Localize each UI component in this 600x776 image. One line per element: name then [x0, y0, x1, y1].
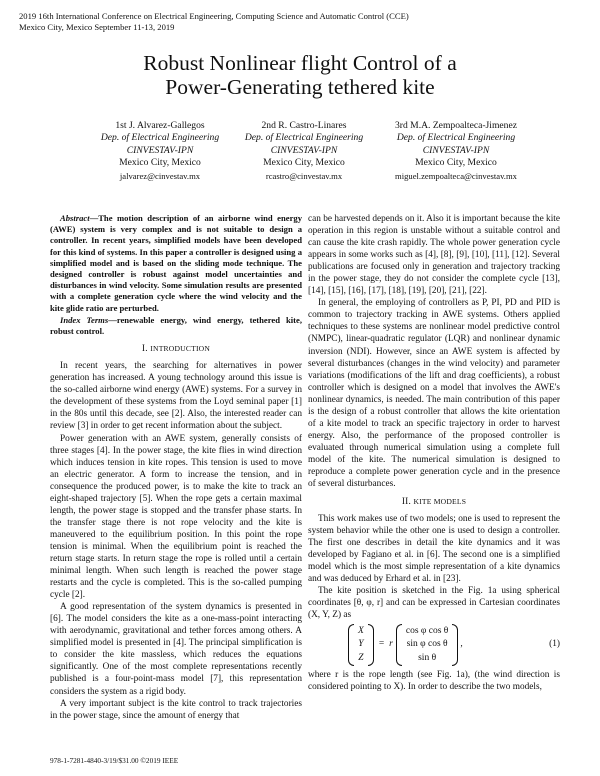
author-institution: CINVESTAV-IPN [422, 144, 490, 156]
conference-line-1: 2019 16th International Conference on Electrical Engineering, Computing Science and Automatic Control (CCE) [19, 11, 409, 21]
section-heading-kite-models [308, 496, 560, 508]
paragraph: can be harvested depends on it. Also it is important because the kite operation in this region is unstable without a suitable control and can cause the kite crash rapidly. The whole power generation cycle appears in some works such as [4], [8], [9], [10], [11], [12]. Several publications are focused only in generation and trajectory tracking in the power stage, they do not consider the complete cycle [13], [14], [15], [16], [17], [18], [19], [20], [21], [22]. [308, 214, 560, 297]
paragraph: A good representation of the system dynamics is presented in [6]. The model considers the kite as a one-mass-point interacting with aerodynamic, gravitational and tether forces among others. A simplified model is presented in [4]. The principal simplification is to consider the kite massless, which reduces the equations significantly. One of the most complete representations recently published is a four-point-mass model [7], this representation considers the system as a rigid body. [50, 602, 302, 697]
paragraph: The kite position is sketched in the Fig. 1a using spherical coordinates [θ, φ, r] and can be expressed in Cartesian coordinates (X, Y, Z) as [308, 586, 560, 621]
author-email: miguel.zempoalteca@cinvestav.mx [395, 170, 517, 181]
copyright-footer: 978-1-7281-4840-3/19/$31.00 ©2019 IEEE [50, 756, 179, 765]
author-email: rcastro@cinvestav.mx [265, 170, 343, 181]
author-department: Dep. of Electrical Engineering [396, 132, 516, 144]
author-institution: CINVESTAV-IPN [270, 144, 338, 156]
vector-entry: Z [358, 652, 364, 663]
paragraph: A very important subject is the kite control to track trajectories in the power stage, since the amount of energy that [50, 698, 302, 721]
equation-comma: , [460, 639, 463, 650]
equation-body [348, 624, 463, 666]
index-terms-text: —renewable energy, wind energy, tethered kite, robust control. [50, 314, 303, 337]
section-title: INTRODUCTION [150, 344, 211, 354]
author-city: Mexico City, Mexico [119, 157, 201, 169]
trig-vector [402, 625, 453, 665]
author-name: 1st J. Alvarez-Gallegos [115, 120, 205, 131]
paragraph: where r is the rope length (see Fig. 1a), (the wind direction is considered pointing to X). In order to describe the two models, [308, 669, 560, 692]
section-number: I. [141, 344, 148, 355]
vector-entry: X [358, 626, 364, 637]
conference-header [19, 11, 409, 33]
paragraph: In recent years, the searching for alternatives in power generation has increased. A young technology around this issue is the so-called airborne wind energy (AWE) systems. For a survey in the development of these systems from the Loyd seminal paper [1] in the 80s until this decade, see [2]. Also, the interested reader can review [3] in order to get recent information about the subject. [50, 361, 302, 432]
index-terms [50, 315, 302, 337]
conference-line-2: Mexico City, Mexico September 11-13, 2019 [19, 22, 175, 32]
paper-title [0, 51, 600, 99]
position-vector [354, 625, 368, 665]
author-department: Dep. of Electrical Engineering [244, 132, 364, 144]
section-title: KITE MODELS [413, 497, 467, 507]
author-department: Dep. of Electrical Engineering [100, 132, 220, 144]
abstract-text: —The motion description of an airborne wind energy (AWE) system is very complex and is not suitable to design a controller. In recent years, simplified models have been developed for this kind of systems. In this paper a controller is designed using a simplified model and is based on the sliding mode technique. The designed controller is robust against model uncertainties and disturbances in wind velocity. Some simulation results are presented with a complete generation cycle where the wind velocity and the kite glide ratio are perturbed. [50, 213, 302, 313]
right-column [308, 213, 560, 693]
title-line-1: Robust Nonlinear flight Control of a [143, 51, 457, 75]
author-institution: CINVESTAV-IPN [126, 144, 194, 156]
equation-number: (1) [549, 638, 560, 649]
abstract-label: Abstract [60, 213, 90, 223]
section-heading-introduction [50, 343, 302, 355]
index-terms-label: Index Terms [60, 314, 109, 325]
author-email: jalvarez@cinvestav.mx [119, 170, 201, 181]
equals-sign: = [378, 639, 385, 650]
paragraph: In general, the employing of controllers as P, PI, PD and PID is common to trajectory tracking in AWE systems. Others applied techniques to these systems are nonlinear model predictive control (NMPC), linear-quadratic regulator (LQR) and nonlinear dynamic inversion (NDI). However, since an AWE system is affected by several disturbances (changes in the wind velocity) and parameter variations (modifications of the lift and drag coefficients), a robust controller which is designed on a model that involves the AWE's nonlinear dynamics, is needed. The main contribution of this paper is the design of a robust controller that allows the kite orientation of a kite model to track an specific trajectory in order to harvest energy. Also, the performance of the proposed controller is evaluated through numerical simulation using a complete full model of the kite. The numerical simulation is designed to reproduce a complete power generation cycle and in the presence of several disturbances. [308, 298, 560, 490]
vector-entry: sin φ cos θ [406, 639, 448, 650]
vector-entry: Y [358, 639, 364, 650]
author-name: 3rd M.A. Zempoalteca-Jimenez [394, 120, 517, 131]
author-name: 2nd R. Castro-Linares [261, 120, 347, 131]
author-city: Mexico City, Mexico [415, 157, 497, 169]
vector-entry: cos φ cos θ [405, 626, 449, 637]
left-column [50, 213, 302, 722]
abstract [50, 213, 302, 314]
title-line-2: Power-Generating tethered kite [165, 75, 435, 99]
paragraph: Power generation with an AWE system, generally consists of three stages [4]. In the power stage, the kite flies in wind direction which induces tension in kite ropes. This tension is used to move an electric generator. A form to increase the tension, and in consequence the produced power, is to make the kite to track an eight-shaped trajectory [5]. When the rope gets a certain maximal length, the power stage is stopped and the transfer phase starts. In the transfer stage there is not rope velocity and the kite is maneuvered to the equilibrium position. In this point the rope tension is minimal. When the equilibrium point is reached the return stage starts. In return stage the rope is rolled until a certain minimal length. When such length is reached the power stage restarts and the cycle is completed. This is the so-called pumping cycle [2]. [50, 433, 302, 601]
equation-1 [308, 624, 560, 666]
author-city: Mexico City, Mexico [263, 157, 345, 169]
rope-length-factor: r [389, 639, 393, 650]
paragraph: This work makes use of two models; one is used to represent the system behavior while the other one is used to design a controller. The first one describes in detail the kite dynamics and it was developed by Fagiano et al. in [6]. The second one is a simplified model which is the most simple representation of a kite dynamics and was deduced by Erhard et al. in [23]. [308, 514, 560, 585]
author-3 [366, 120, 546, 182]
vector-entry: sin θ [418, 652, 437, 663]
section-number: II. [401, 497, 411, 508]
